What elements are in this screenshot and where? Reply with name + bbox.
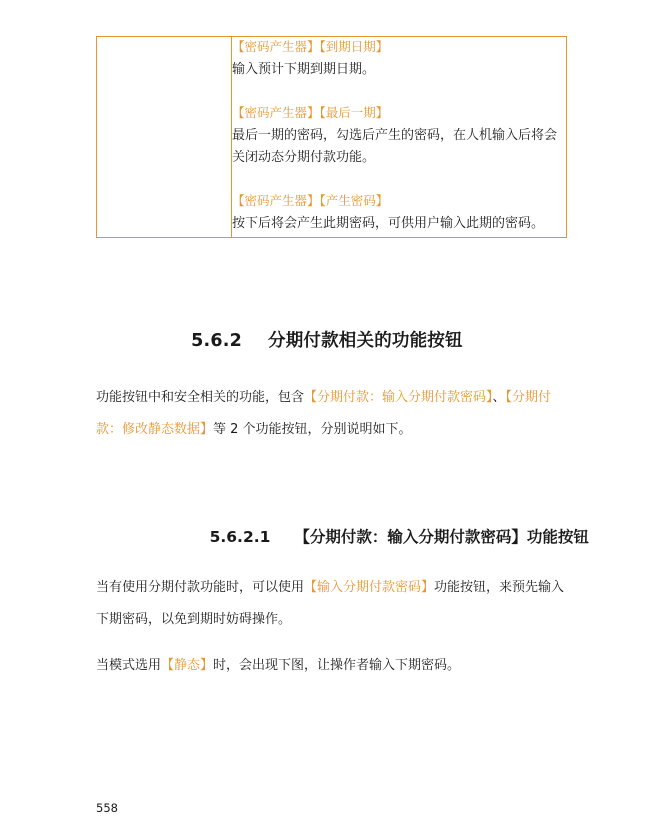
- para2-part-b: 功能按钮，来预先输入下期密码，以免到期时妨碍操作。: [96, 580, 565, 627]
- entry-description: 按下后将会产生此期密码，可供用户输入此期的密码。: [232, 216, 545, 231]
- section-heading-562: [166, 307, 463, 372]
- para2-part-a: 当有使用分期付款功能时，可以使用: [96, 580, 305, 595]
- heading-text: 分期付款相关的功能按钮: [268, 331, 463, 351]
- para1-part-b: 、: [492, 390, 506, 405]
- para3-highlight: 【静态】: [161, 658, 214, 673]
- paragraph-feature-description: [96, 572, 566, 636]
- subheading-number: 5.6.2.1: [209, 528, 271, 546]
- table-row: [97, 37, 567, 238]
- para1-highlight-2: 【分期付款：修改静态数据】: [96, 390, 552, 437]
- para1-part-a: 功能按钮中和安全相关的功能，包含: [96, 390, 305, 405]
- table-cell-descriptions: [232, 37, 567, 238]
- para1-highlight-1: 【分期付款：输入分期付款密码】: [304, 390, 493, 405]
- doc-table: [96, 36, 567, 238]
- entry-tag: 【密码产生器】【到期日期】: [232, 39, 389, 54]
- entry-description: 最后一期的密码，勾选后产生的密码，在人机输入后将会关闭动态分期付款功能。: [232, 128, 558, 165]
- para3-part-a: 当模式选用: [96, 658, 162, 673]
- entry-tag: 【密码产生器】【最后一期】: [232, 105, 389, 120]
- para2-highlight: 【输入分期付款密码】: [304, 580, 435, 595]
- paragraph-section-intro: [96, 382, 564, 446]
- table-cell-empty: [97, 37, 232, 238]
- page-number: 558: [96, 801, 118, 815]
- para3-part-b: 时，会出现下图，让操作者输入下期密码。: [213, 658, 461, 673]
- section-heading-5621: [188, 507, 589, 565]
- list-item: [232, 103, 566, 169]
- entry-tag: 【密码产生器】【产生密码】: [232, 193, 389, 208]
- entry-description: 输入预计下期到期日期。: [232, 62, 376, 77]
- parameter-table: [96, 36, 564, 238]
- para1-part-c: 等 2 个功能按钮，分别说明如下。: [213, 422, 412, 437]
- list-item: [232, 191, 566, 235]
- subheading-text: 【分期付款：输入分期付款密码】功能按钮: [294, 528, 589, 546]
- heading-number: 5.6.2: [191, 331, 242, 351]
- list-item: [232, 37, 566, 81]
- paragraph-mode-description: [96, 650, 566, 682]
